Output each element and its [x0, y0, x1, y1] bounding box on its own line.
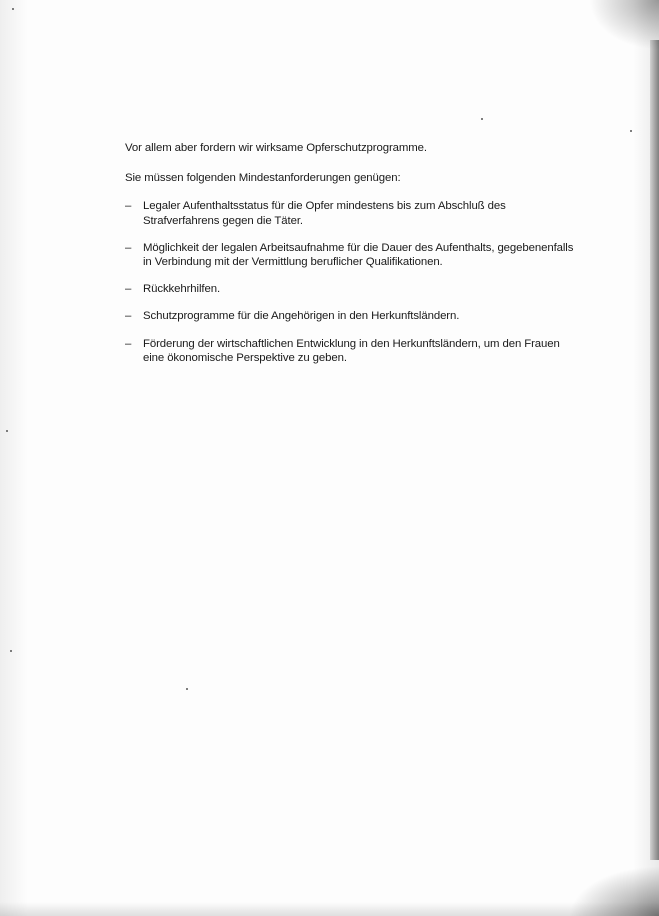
list-item: [125, 309, 575, 323]
bullet-dash: –: [125, 337, 132, 350]
requirement-text: Legaler Aufenthaltsstatus für die Opfer mindestens bis zum Abschluß des Strafverfahrens gegen die Täter.: [143, 200, 506, 227]
bullet-dash: –: [125, 310, 132, 323]
scan-speck: [630, 130, 632, 132]
lead-paragraph: Sie müssen folgenden Mindestanforderungen genügen:: [125, 172, 401, 185]
scan-speck: [6, 430, 8, 432]
list-item: [125, 282, 575, 296]
scan-shadow-bottom: [0, 902, 659, 916]
scan-speck: [186, 688, 188, 690]
bullet-dash: –: [125, 283, 132, 296]
scan-speck: [10, 650, 12, 652]
bullet-dash: –: [125, 241, 132, 254]
document-body: [125, 141, 575, 378]
scan-speck: [12, 8, 14, 10]
requirement-text: Förderung der wirtschaftlichen Entwicklung in den Herkunftsländern, um den Frauen eine ökonomische Perspektive zu geben.: [143, 337, 560, 364]
intro-paragraph: Vor allem aber fordern wir wirksame Opferschutzprogramme.: [125, 142, 427, 154]
requirement-text: Rückkehrhilfen.: [143, 283, 221, 296]
scan-shadow-left: [0, 0, 28, 916]
scan-speck: [481, 118, 483, 120]
list-item: [125, 337, 575, 365]
requirement-text: Möglichkeit der legalen Arbeitsaufnahme für die Dauer des Aufenthalts, gegebenenfalls in Verbindung mit der Vermittlung beruflicher Qualifikationen.: [143, 241, 574, 269]
requirement-text: Schutzprogramme für die Angehörigen in den Herkunftsländern.: [143, 310, 460, 323]
scan-edge-right: [650, 40, 659, 860]
scan-corner-top-right: [589, 0, 659, 50]
bullet-dash: –: [125, 200, 132, 213]
list-item: [125, 241, 575, 269]
list-item: [125, 199, 575, 227]
requirements-list: [125, 199, 575, 365]
